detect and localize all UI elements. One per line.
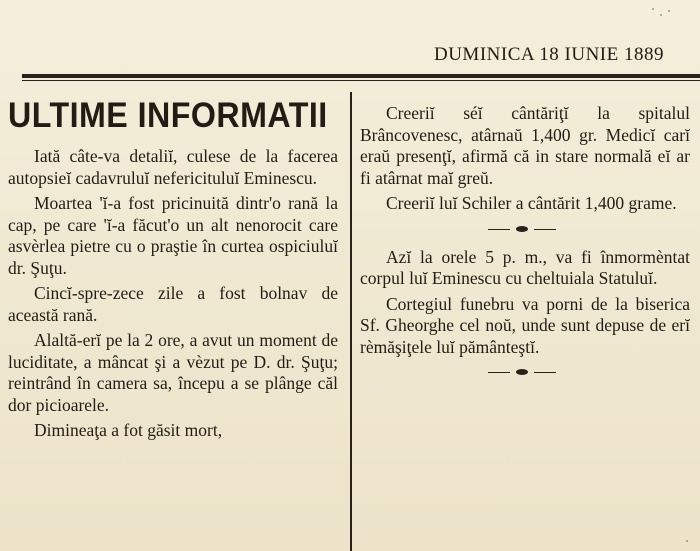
paper-speck <box>660 14 662 16</box>
paper-speck <box>652 8 654 10</box>
article-paragraph: Iată câte-va detaliĭ, culese de la facerea autopsieĭ cadavruluĭ nefericituluĭ Eminescu. <box>8 146 338 188</box>
paper-speck <box>686 540 688 542</box>
section-ornament-end <box>360 362 690 384</box>
article-paragraph: Azĭ la orele 5 p. m., va fi înmormèntat corpul luĭ Eminescu cu cheltuiala Statuluĭ. <box>360 246 690 288</box>
ornament-line-right <box>534 229 556 230</box>
ornament-dot <box>516 369 528 375</box>
ornament-dot <box>516 226 528 232</box>
headline: ULTIME INFORMATII <box>8 96 328 135</box>
ornament-line-left <box>488 372 510 373</box>
ornament-line-right <box>534 372 556 373</box>
article-paragraph: Cincĭ-spre-zece zile a fost bolnav de această rană. <box>8 283 338 325</box>
paper-speck <box>668 10 670 12</box>
article-paragraph: Creeriĭ séĭ cântăriţĭ la spitalul Brâncovenesc, atârnaŭ 1,400 gr. Medicĭ carĭ eraŭ presenţĭ, afirmă că in stare normală eĭ ar fi atârnat maĭ greŭ. <box>360 103 690 188</box>
article-paragraph: Cortegiul funebru va porni de la biserica Sf. Gheorghe cel noŭ, unde sunt depuse de erĭ rèmăşiţele luĭ pământeştĭ. <box>360 293 690 357</box>
article-paragraph: Moartea 'ĭ-a fost pricinuită dintr'o rană la cap, pe care 'ĭ-a făcut'o un alt nenorocit care asvèrlea pietre cu o praştie în curtea ospiciuluĭ dr. Şuţu. <box>8 193 338 278</box>
article-paragraph: Creeriĭ luĭ Schiler a cântărit 1,400 grame. <box>386 193 677 213</box>
section-ornament <box>360 219 690 241</box>
header-rule-thin <box>22 80 700 81</box>
issue-date: DUMINICA 18 IUNIE 1889 <box>433 44 664 65</box>
article-paragraph: Alaltă-erĭ pe la 2 ore, a avut un moment de luciditate, a mâncat şi a vèzut pe D. dr. Şuţu; reintrând în camera sa, începu a se plânge căl dor picioarele. <box>8 330 338 415</box>
left-column <box>8 96 338 442</box>
ornament-line-left <box>488 229 510 230</box>
column-divider <box>350 92 352 551</box>
article-paragraph: Dimineaţa a fot găsit mort, <box>34 420 223 440</box>
header-rule <box>22 74 700 78</box>
right-column <box>360 103 690 390</box>
